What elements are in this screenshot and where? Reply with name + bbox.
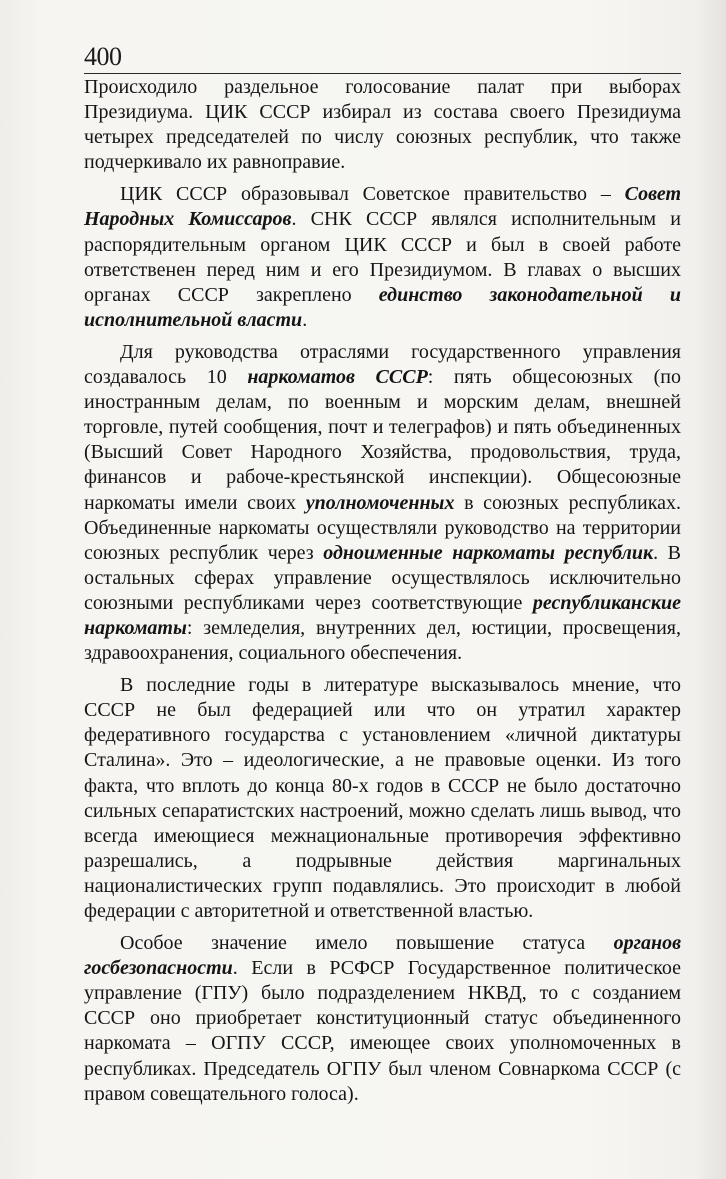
page-number: 400 <box>84 42 122 71</box>
text-run: Для руководства отраслями государственного управления создавалось 10 <box>84 340 681 389</box>
emphasized-term: органов госбезопасности <box>84 932 681 980</box>
emphasized-term: Совет Народных Комиссаров <box>84 183 681 231</box>
emphasized-term: одноименные наркоматы республик <box>323 541 654 564</box>
page-edge-shadow <box>696 0 726 1179</box>
text-run: : земледелия, внутренних дел, юстиции, просвещения, здравоохранения, социального обеспечения. <box>84 616 681 665</box>
paragraph-4 <box>84 673 681 924</box>
text-run: В последние годы в литературе высказывалось мнение, что СССР не был федерацией или что он утратил характер федеративного государства с установлением «личной диктатуры Сталина». Это – идеологические, а не правовые оценки. Из того факта, что вплоть до конца 80-х годов в СССР не было достаточно сильных сепаратистских настроений, можно сделать лишь вывод, что всегда имеющиеся межнациональные противоречия эффективно разрешались, а подрывные действия маргинальных националистических групп подавлялись. Это происходит в любой федерации с авторитетной и ответственной властью. <box>84 674 681 922</box>
emphasized-term: уполномоченных <box>305 491 455 514</box>
text-run: : пять общесоюзных (по иностранным делам, по военным и морским делам, внешней торговле, путей сообщения, почт и телеграфов) и пять объединенных (Высший Совет Народного Хозяйства, продовольствия, труда, финансов и рабоче-крестьянской инспекции). Общесоюзные наркоматы имели своих <box>84 366 681 514</box>
paragraph-3 <box>84 340 681 666</box>
text-run: в союзных республиках. Объединенные наркоматы осуществляли руководство на территории союзных республик через <box>84 491 681 564</box>
text-run: . Если в РСФСР Государственное политическое управление (ГПУ) было подразделением НКВД, то с созданием СССР оно приобретает конституционный статус объединенного наркомата – ОГПУ СССР, имеющее своих уполномоченных в республиках. Председатель ОГПУ был членом Совнаркома СССР (с правом совещательного голоса). <box>84 957 681 1105</box>
paragraph-5 <box>84 931 681 1107</box>
text-run: . В остальных сферах управление осуществлялось исключительно союзными республиками через соответствующие <box>84 541 681 614</box>
text-run: Происходило раздельное голосование палат при выборах Президиума. ЦИК СССР избирал из состава своего Президиума четырех председателей по числу союзных республик, что также подчеркивало их равноправие. <box>84 76 681 174</box>
text-run: . СНК СССР являлся исполнительным и распорядительным органом ЦИК СССР и был в своей работе ответственен перед ним и его Президиумом. В главах о высших органах СССР закреплено <box>84 208 682 306</box>
emphasized-term: наркоматов СССР <box>247 366 428 389</box>
header-rule <box>84 73 681 74</box>
paragraph-1 <box>84 75 681 175</box>
text-run: . <box>302 308 308 331</box>
text-run: ЦИК СССР образовывал Советское правительство – <box>120 183 625 206</box>
emphasized-term: республиканские наркоматы <box>84 591 681 639</box>
emphasized-term: единство законодательной и исполнительной власти <box>84 283 682 331</box>
paragraph-2 <box>84 182 681 333</box>
body-text <box>84 75 681 1107</box>
text-run: Особое значение имело повышение статуса <box>120 932 614 955</box>
